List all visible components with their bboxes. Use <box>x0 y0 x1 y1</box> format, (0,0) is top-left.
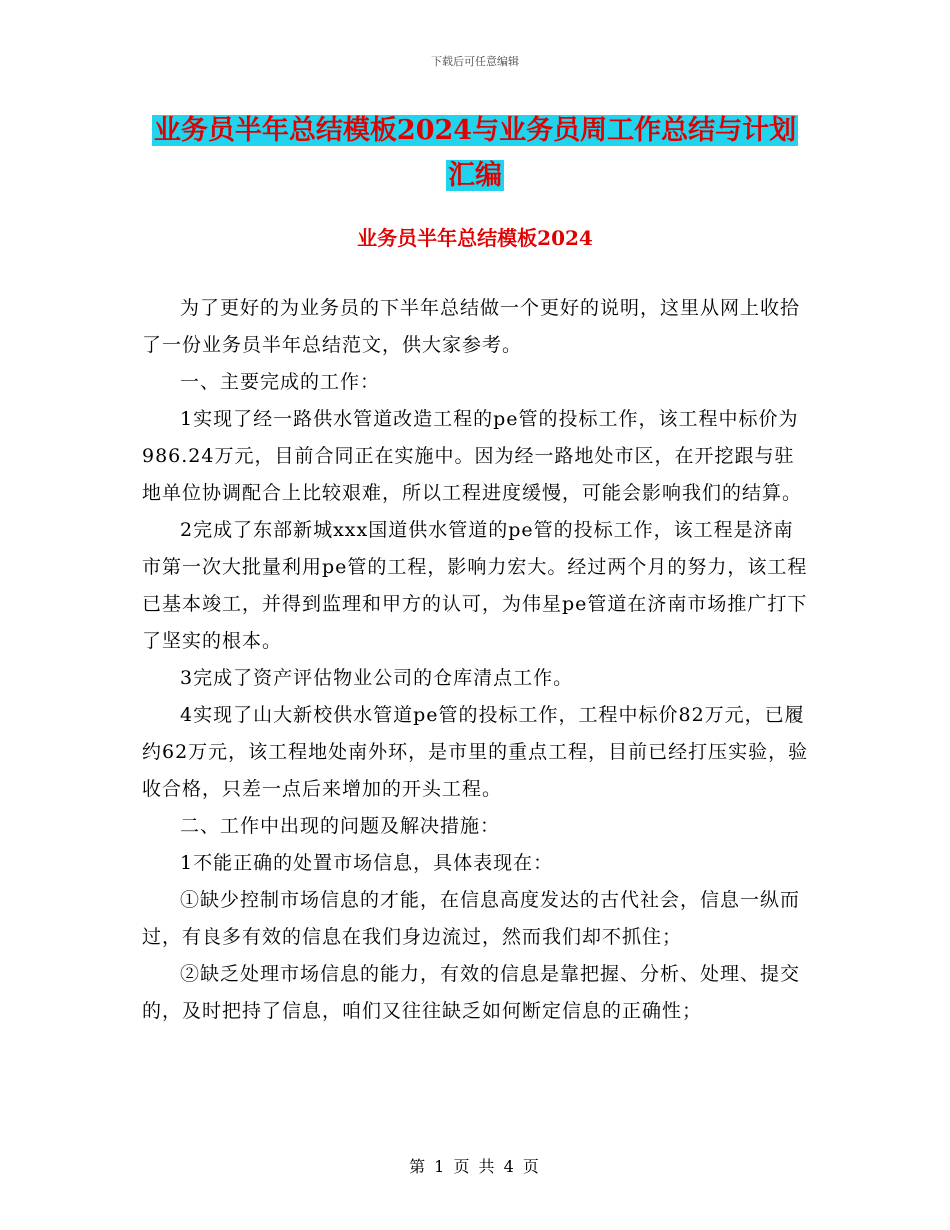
paragraph-item-3: 3完成了资产评估物业公司的仓库清点工作。 <box>180 667 574 689</box>
paragraph-item-2: 2完成了东部新城xxx国道供水管道的pe管的投标工作，该工程是济南市第一次大批量利用pe管的工程，影响力宏大。经过两个月的努力，该工程已基本竣工，并得到监理和甲方的认可，为伟星pe管道在济南市场推广打下了坚实的根本。 <box>142 519 808 652</box>
paragraph-problem-1: 1不能正确的处置市场信息，具体表现在： <box>180 852 554 874</box>
header-note: 下载后可任意编辑 <box>431 55 519 68</box>
paragraph-item-4: 4实现了山大新校供水管道pe管的投标工作，工程中标价82万元，已履约62万元，该工程地处南外环，是市里的重点工程，目前已经打压实验，验收合格，只差一点后来增加的开头工程。 <box>142 704 809 800</box>
page-number: 第 1 页 共 4 页 <box>409 1157 541 1176</box>
paragraph-item-1: 1实现了经一路供水管道改造工程的pe管的投标工作，该工程中标价为986.24万元，目前合同正在实施中。因为经一路地处市区，在开挖跟与驻地单位协调配合上比较艰难，所以工程进度缓慢，可能会影响我们的结算。 <box>142 408 803 504</box>
document-title <box>150 108 800 198</box>
heading-completed-work: 一、主要完成的工作： <box>180 371 381 393</box>
paragraph-problem-1a: ①缺少控制市场信息的才能，在信息高度发达的古代社会，信息一纵而过，有良多有效的信息在我们身边流过，然而我们却不抓住； <box>142 889 801 948</box>
section-title: 业务员半年总结模板2024 <box>357 226 593 250</box>
paragraph-problem-1b: ②缺乏处理市场信息的能力，有效的信息是靠把握、分析、处理、提交的，及时把持了信息，咱们又往往缺乏如何断定信息的正确性； <box>142 963 801 1022</box>
document-title-line1: 业务员半年总结模板2024与业务员周工作总结与计划 <box>153 115 797 146</box>
heading-problems: 二、工作中出现的问题及解决措施： <box>180 815 501 837</box>
paragraph-intro: 为了更好的为业务员的下半年总结做一个更好的说明，这里从网上收拾了一份业务员半年总结范文，供大家参考。 <box>142 297 801 356</box>
body-content <box>142 290 812 1030</box>
document-title-line2: 汇编 <box>448 160 502 191</box>
